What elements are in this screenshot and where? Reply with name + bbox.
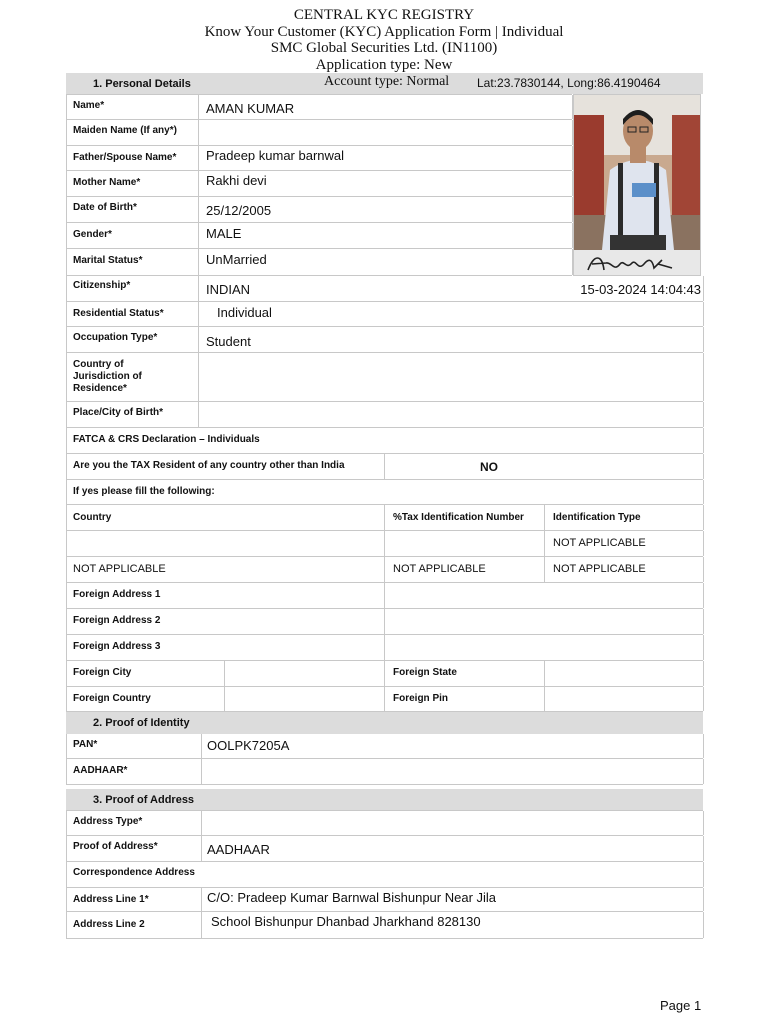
- row-tax-table-header: [66, 505, 703, 531]
- page-number: Page 1: [660, 998, 702, 1013]
- section-personal-details: [66, 73, 703, 94]
- tax-resident-answer: NO: [480, 460, 498, 474]
- dob-value: 25/12/2005: [206, 203, 272, 218]
- residential-label: Residential Status*: [73, 308, 164, 319]
- table-row: [66, 531, 703, 557]
- table-row: [66, 557, 703, 583]
- name-value: AMAN KUMAR: [206, 101, 295, 116]
- row-fatca-title: [66, 428, 703, 454]
- foreign-city-label: Foreign City: [73, 667, 132, 678]
- if-yes-label: If yes please fill the following:: [73, 486, 215, 497]
- citizenship-label: Citizenship*: [73, 280, 131, 291]
- foreign-state-label: Foreign State: [393, 667, 457, 678]
- row-residential-status: [66, 302, 703, 327]
- application-type: Application type: New: [315, 57, 453, 73]
- row-marital-status: [66, 249, 572, 276]
- section-title: 1. Personal Details: [93, 78, 191, 90]
- foreign-pin-label: Foreign Pin: [393, 693, 448, 704]
- maiden-label: Maiden Name (If any*): [73, 125, 177, 136]
- entity-name: SMC Global Securities Ltd. (IN1100): [270, 40, 498, 56]
- registry-title: CENTRAL KYC REGISTRY: [293, 7, 475, 23]
- row-place-of-birth: [66, 402, 703, 428]
- row-maiden-name: [66, 120, 572, 146]
- signature-strip: [574, 250, 701, 276]
- row-citizenship: [66, 276, 703, 302]
- section-title: 3. Proof of Address: [93, 794, 195, 806]
- mother-value: Rakhi devi: [206, 173, 267, 188]
- proof-value: AADHAAR: [207, 842, 270, 857]
- jurisdiction-label-line3: Residence*: [73, 383, 127, 394]
- tax-resident-question: Are you the TAX Resident of any country other than India: [73, 460, 345, 471]
- row-foreign-city-state: [66, 661, 703, 687]
- row-foreign-address-2: [66, 609, 703, 635]
- row-jurisdiction: [66, 353, 703, 402]
- section-title: 2. Proof of Identity: [93, 717, 190, 729]
- col-tin: %Tax Identification Number: [393, 512, 524, 523]
- section-proof-of-address: [66, 789, 703, 810]
- row1-id-type: NOT APPLICABLE: [553, 537, 646, 549]
- aadhaar-label: AADHAAR*: [73, 765, 128, 776]
- birthplace-value: [199, 402, 704, 427]
- address-line1-label: Address Line 1*: [73, 894, 149, 905]
- foreign-address-3-label: Foreign Address 3: [73, 641, 161, 652]
- pan-label: PAN*: [73, 739, 98, 750]
- section-proof-of-identity: [66, 712, 703, 734]
- row-proof-of-address: [66, 836, 703, 862]
- mother-label: Mother Name*: [73, 177, 141, 188]
- row-aadhaar: [66, 759, 703, 785]
- row-pan: [66, 734, 703, 759]
- row-if-yes: [66, 480, 703, 505]
- row-foreign-address-1: [66, 583, 703, 609]
- father-value: Pradeep kumar barnwal: [206, 148, 345, 163]
- name-label: Name*: [73, 100, 105, 111]
- row-tax-resident: [66, 454, 703, 480]
- account-type: Account type: Normal: [324, 74, 450, 89]
- gender-value: MALE: [206, 226, 242, 241]
- foreign-address-2-label: Foreign Address 2: [73, 615, 161, 626]
- col-id-type: Identification Type: [553, 512, 641, 523]
- capture-timestamp: 15-03-2024 14:04:43: [580, 282, 701, 297]
- row2-id-type: NOT APPLICABLE: [553, 563, 646, 575]
- foreign-address-1-label: Foreign Address 1: [73, 589, 161, 600]
- row-foreign-country-pin: [66, 687, 703, 712]
- row-father-name: [66, 146, 572, 171]
- occupation-value: Student: [206, 334, 251, 349]
- dob-label: Date of Birth*: [73, 202, 137, 213]
- marital-value: UnMarried: [206, 252, 267, 267]
- correspondence-label: Correspondence Address: [73, 867, 195, 878]
- row-correspondence: [66, 862, 703, 888]
- foreign-country-label: Foreign Country: [73, 693, 151, 704]
- form-title: Know Your Customer (KYC) Application Form | Individual: [204, 24, 564, 40]
- row-dob: [66, 197, 572, 223]
- address-line2-label: Address Line 2: [73, 919, 145, 930]
- residential-value: Individual: [217, 305, 272, 320]
- row-address-line-2: [66, 912, 703, 939]
- row-mother-name: [66, 171, 572, 197]
- jurisdiction-value: [199, 353, 704, 401]
- row-gender: [66, 223, 572, 249]
- marital-label: Marital Status*: [73, 255, 143, 266]
- jurisdiction-label-line1: Country of: [73, 359, 124, 370]
- geo-coordinates: Lat:23.7830144, Long:86.4190464: [477, 76, 661, 90]
- address-line2-value: School Bishunpur Dhanbad Jharkhand 828130: [211, 914, 481, 929]
- row-name: [66, 94, 572, 120]
- applicant-photo: [573, 94, 701, 276]
- address-type-label: Address Type*: [73, 816, 143, 827]
- row2-tin: NOT APPLICABLE: [393, 563, 486, 575]
- proof-label: Proof of Address*: [73, 841, 158, 852]
- citizenship-value: INDIAN: [206, 282, 251, 297]
- row-address-type: [66, 810, 703, 836]
- applicant-photo-image: [574, 95, 701, 276]
- occupation-label: Occupation Type*: [73, 332, 158, 343]
- row-foreign-address-3: [66, 635, 703, 661]
- jurisdiction-label-line2: Jurisdiction of: [73, 371, 142, 382]
- address-line1-value: C/O: Pradeep Kumar Barnwal Bishunpur Near Jila: [207, 890, 497, 905]
- row-address-line-1: [66, 888, 703, 912]
- birthplace-label: Place/City of Birth*: [73, 407, 164, 418]
- row2-country: NOT APPLICABLE: [73, 563, 166, 575]
- gender-label: Gender*: [73, 229, 112, 240]
- pan-value: OOLPK7205A: [207, 738, 290, 753]
- row-occupation: [66, 327, 703, 353]
- father-label: Father/Spouse Name*: [73, 152, 177, 163]
- fatca-title: FATCA & CRS Declaration – Individuals: [73, 434, 260, 445]
- signature-image: [574, 250, 701, 276]
- col-country: Country: [73, 512, 112, 523]
